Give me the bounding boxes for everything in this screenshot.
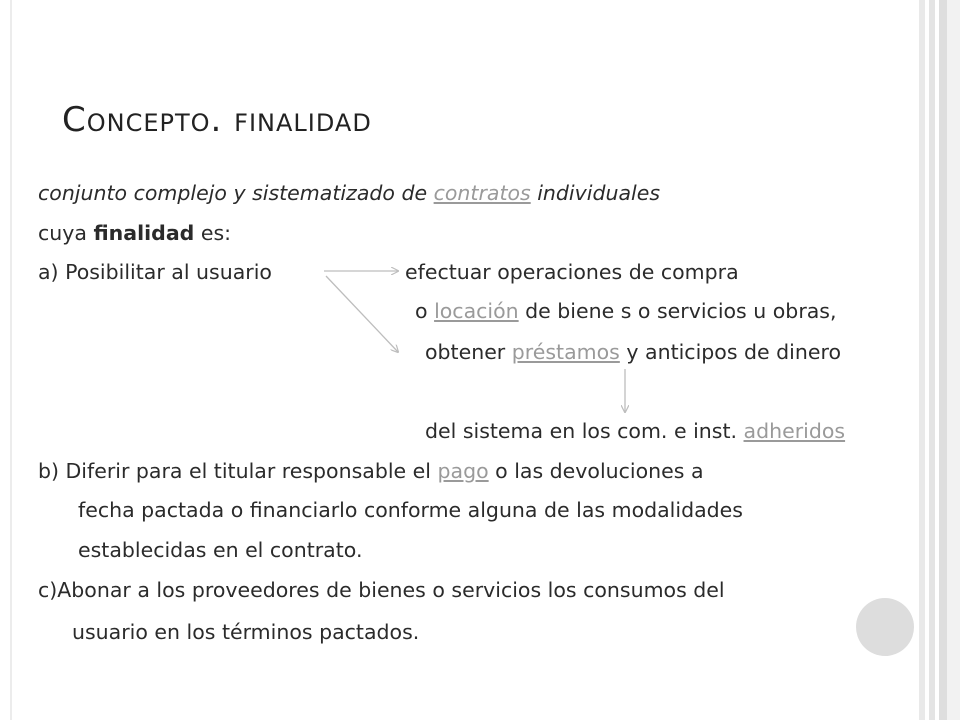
link-pago[interactable]: pago [437,459,489,483]
arrow-diagonal [326,276,398,352]
text-segment: o las devoluciones a [488,459,704,483]
text-segment: es: [194,221,232,245]
slide-title: Concepto. finalidad [62,100,372,140]
bold-finalidad: finalidad [93,221,195,245]
text-segment: b) Diferir para el titular responsable el [38,459,438,483]
text-segment: del sistema en los com. e inst. [425,419,744,443]
line-establecidas: establecidas en el contrato. [78,538,363,562]
text-segment: individuales [530,181,661,205]
line-a-posibilitar: a) Posibilitar al usuario [38,260,272,284]
text-segment: de biene s o servicios u obras, [518,299,837,323]
link-adheridos[interactable]: adheridos [743,419,846,443]
link-locacion[interactable]: locación [434,299,519,323]
text-segment: conjunto complejo y sistematizado de [38,181,434,205]
text-segment: cuya [38,221,94,245]
line-efectuar: efectuar operaciones de compra [405,260,739,284]
line-fecha-pactada: fecha pactada o financiarlo conforme alguna de las modalidades [78,498,743,522]
text-segment: y anticipos de dinero [619,340,841,364]
text-segment: obtener [425,340,512,364]
text-segment: o [415,299,435,323]
line-usuario-terminos: usuario en los términos pactados. [72,620,420,644]
link-contratos[interactable]: contratos [433,181,531,205]
line-c-abonar: c)Abonar a los proveedores de bienes o servicios los consumos del [38,578,725,602]
link-prestamos[interactable]: préstamos [511,340,620,364]
